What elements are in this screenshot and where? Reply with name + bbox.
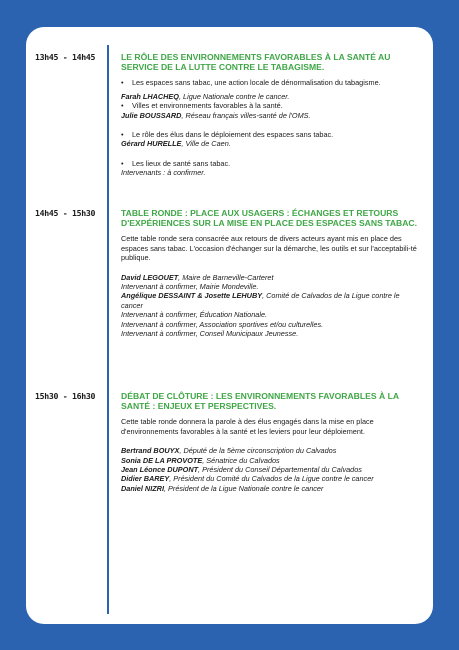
topic-item: • Le rôle des élus dans le déploiement des espaces sans tabac. xyxy=(121,130,334,140)
session-title: LE RÔLE DES ENVIRONNEMENTS FAVORABLES À LA SANTÉ AU SERVICE DE LA LUTTE CONTRE LE TABAGISME. xyxy=(121,52,391,73)
speaker: Sonia DE LA PROVOTE, Sénatrice du Calvados xyxy=(121,455,280,465)
session-title: DÉBAT DE CLÔTURE : LES ENVIRONNEMENTS FAVORABLES À LA SANTÉ : ENJEUX ET PERSPECTIVES. xyxy=(121,391,399,412)
session-time: 14h45 - 15h30 xyxy=(35,208,96,218)
session-time: 15h30 - 16h30 xyxy=(35,391,96,401)
session-intro: Cette table ronde sera consacrée aux retours de divers acteurs ayant mis en place des espaces sans tabac. L'occasion d'échanger sur la démarche, les outils et sur l'acceptabili-té publique. xyxy=(121,234,417,263)
speaker-note: Intervenants : à confirmer. xyxy=(121,168,206,178)
speaker: Farah LHACHEQ, Ligue Nationale contre le cancer. xyxy=(121,91,290,101)
session-time: 13h45 - 14h45 xyxy=(35,52,96,62)
speaker-note: Intervenant à confirmer, Éducation Nationale. xyxy=(121,310,268,320)
speaker: Bertrand BOUYX, Député de la 5ème circonscription du Calvados xyxy=(121,446,337,456)
speaker: Gérard HURELLE, Ville de Caen. xyxy=(121,139,231,149)
session-content xyxy=(121,208,421,338)
speaker: Jean Léonce DUPONT, Président du Conseil Départemental du Calvados xyxy=(121,465,362,475)
speaker: David LEGOUET, Maire de Barneville-Carteret xyxy=(121,272,274,282)
speaker: Julie BOUSSARD, Réseau français villes-santé de l'OMS. xyxy=(121,110,311,120)
session-intro: Cette table ronde donnera la parole à des élus engagés dans la mise en place d'environnements favorables à la santé et les leviers pour leur déploiement. xyxy=(121,417,374,436)
program-card xyxy=(26,27,433,624)
speaker: Angélique DESSAINT & Josette LEHUBY, Comité de Calvados de la Ligue contre le cancer xyxy=(121,291,400,310)
session-content xyxy=(121,52,421,178)
session-content xyxy=(121,391,421,493)
topic-item: • Villes et environnements favorables à la santé. xyxy=(121,101,283,111)
timeline-divider xyxy=(107,45,109,614)
topic-item: • Les lieux de santé sans tabac. xyxy=(121,158,231,168)
session-title: TABLE RONDE : PLACE AUX USAGERS : ÉCHANGES ET RETOURS D'EXPÉRIENCES SUR LA MISE EN PLACE DES ESPACES SANS TABAC. xyxy=(121,208,418,229)
speaker-note: Intervenant à confirmer, Association sportives et/ou culturelles. xyxy=(121,319,324,329)
speaker-note: Intervenant à confirmer, Conseil Municipaux Jeunesse. xyxy=(121,329,299,339)
speaker-note: Intervenant à confirmer, Mairie Mondeville. xyxy=(121,282,259,292)
topic-item: • Les espaces sans tabac, une action locale de dénormalisation du tabagisme. xyxy=(121,78,381,88)
speaker: Didier BAREY, Président du Comité du Calvados de la Ligue contre le cancer xyxy=(121,474,374,484)
speaker: Daniel NIZRI, Président de la Ligue Nationale contre le cancer xyxy=(121,483,324,493)
